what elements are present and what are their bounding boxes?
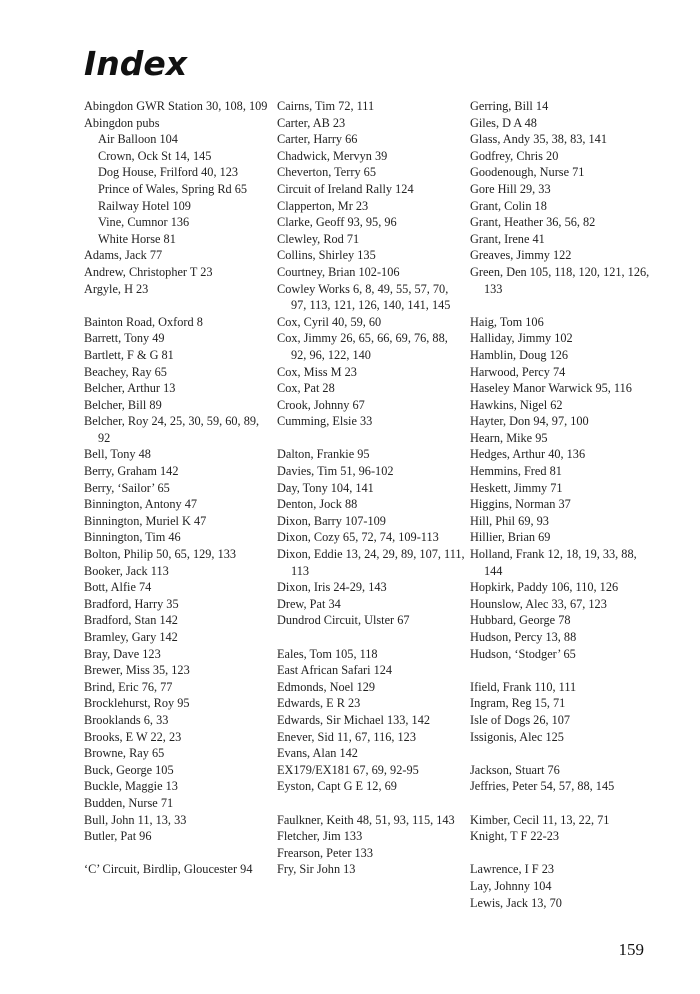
entry-gap xyxy=(84,845,272,862)
index-entry: Eales, Tom 105, 118 xyxy=(277,646,378,661)
index-entry: Edmonds, Noel 129 xyxy=(277,679,376,694)
entry-gap xyxy=(84,297,272,314)
index-entry: Higgins, Norman 37 xyxy=(470,497,571,512)
index-entry: Hudson, ‘Stodger’ 65 xyxy=(470,646,576,661)
index-entry: Buckle, Maggie 13 xyxy=(84,779,178,794)
index-entry: Dalton, Frankie 95 xyxy=(277,447,370,462)
index-entry: Ingram, Reg 15, 71 xyxy=(470,696,566,711)
index-entry: Kimber, Cecil 11, 13, 22, 71 xyxy=(470,812,610,827)
index-entry: Knight, T F 22-23 xyxy=(470,829,560,844)
entry-gap xyxy=(277,430,465,447)
index-entry: Harwood, Percy 74 xyxy=(470,364,566,379)
index-column-2 xyxy=(277,98,465,878)
entry-gap xyxy=(277,795,465,812)
index-entry: Faulkner, Keith 48, 51, 93, 115, 143 xyxy=(277,812,455,827)
index-entry: Cairns, Tim 72, 111 xyxy=(277,99,375,113)
index-entry: Cumming, Elsie 33 xyxy=(277,414,373,429)
index-entry: Cox, Cyril 40, 59, 60 xyxy=(277,314,382,329)
index-entry: Eyston, Capt G E 12, 69 xyxy=(277,779,397,794)
index-entry: Edwards, E R 23 xyxy=(277,696,361,711)
index-entry: Godfrey, Chris 20 xyxy=(470,148,559,163)
index-entry: Bell, Tony 48 xyxy=(84,447,151,462)
index-entry: East African Safari 124 xyxy=(277,663,393,678)
index-entry: Brind, Eric 76, 77 xyxy=(84,679,173,694)
index-entry: Binnington, Tim 46 xyxy=(84,530,181,545)
index-entry: Haig, Tom 106 xyxy=(470,314,544,329)
index-entry: Hemmins, Fred 81 xyxy=(470,464,562,479)
index-entry: Grant, Irene 41 xyxy=(470,231,545,246)
index-entry: Circuit of Ireland Rally 124 xyxy=(277,181,414,196)
index-entry: Isle of Dogs 26, 107 xyxy=(470,712,571,727)
index-entry: Brooklands 6, 33 xyxy=(84,712,169,727)
index-entry: Budden, Nurse 71 xyxy=(84,795,174,810)
index-entry: Binnington, Muriel K 47 xyxy=(84,513,207,528)
index-entry: Edwards, Sir Michael 133, 142 xyxy=(277,712,431,727)
index-entry: Cox, Miss M 23 xyxy=(277,364,357,379)
index-entry: Hawkins, Nigel 62 xyxy=(470,397,563,412)
index-entry: Brocklehurst, Roy 95 xyxy=(84,696,190,711)
index-entry: Heskett, Jimmy 71 xyxy=(470,480,563,495)
index-entry: Dixon, Eddie 13, 24, 29, 89, 107, 111, 113 xyxy=(277,547,465,578)
index-entry: Bradford, Stan 142 xyxy=(84,613,178,628)
index-entry: Gore Hill 29, 33 xyxy=(470,181,551,196)
index-entry: Hudson, Percy 13, 88 xyxy=(470,630,577,644)
index-entry: Dixon, Barry 107-109 xyxy=(277,513,386,528)
index-entry: Adams, Jack 77 xyxy=(84,248,163,263)
index-entry: Belcher, Roy 24, 25, 30, 59, 60, 89, 92 xyxy=(84,414,260,445)
index-subentry: Dog House, Frilford 40, 123 xyxy=(98,165,239,180)
index-subentry: Crown, Ock St 14, 145 xyxy=(98,148,212,163)
index-entry: Cowley Works 6, 8, 49, 55, 57, 70, 97, 113, 121, 126, 140, 141, 145 xyxy=(277,281,451,313)
index-column-3 xyxy=(470,98,658,911)
index-subentry: Railway Hotel 109 xyxy=(98,198,191,213)
index-entry: Bott, Alfie 74 xyxy=(84,580,152,595)
index-entry: Crook, Johnny 67 xyxy=(277,397,365,412)
index-entry: Bolton, Philip 50, 65, 129, 133 xyxy=(84,547,237,562)
index-entry: Courtney, Brian 102-106 xyxy=(277,264,400,279)
index-entry: Andrew, Christopher T 23 xyxy=(84,264,213,279)
index-entry: Halliday, Jimmy 102 xyxy=(470,331,573,346)
index-entry: Denton, Jock 88 xyxy=(277,497,358,512)
index-entry: Bramley, Gary 142 xyxy=(84,630,178,644)
index-entry: Enever, Sid 11, 67, 116, 123 xyxy=(277,729,416,744)
entry-gap xyxy=(470,845,658,862)
index-entry: Fletcher, Jim 133 xyxy=(277,829,363,844)
index-entry: Dundrod Circuit, Ulster 67 xyxy=(277,613,410,628)
index-entry: Belcher, Arthur 13 xyxy=(84,381,176,396)
index-entry: Fry, Sir John 13 xyxy=(277,862,356,877)
index-entry: Giles, D A 48 xyxy=(470,115,537,130)
index-entry: ‘C’ Circuit, Birdlip, Gloucester 94 xyxy=(84,862,253,877)
entry-gap xyxy=(470,795,658,812)
index-entry: Argyle, H 23 xyxy=(84,281,149,296)
index-entry: Clapperton, Mr 23 xyxy=(277,198,369,213)
index-entry: Bartlett, F & G 81 xyxy=(84,347,174,362)
index-entry: Jackson, Stuart 76 xyxy=(470,762,560,777)
index-entry: EX179/EX181 67, 69, 92-95 xyxy=(277,762,419,777)
index-entry: Belcher, Bill 89 xyxy=(84,397,162,412)
index-entry: Booker, Jack 113 xyxy=(84,563,169,578)
index-entry: Carter, Harry 66 xyxy=(277,132,358,147)
index-entry: Beachey, Ray 65 xyxy=(84,364,167,379)
index-entry: Glass, Andy 35, 38, 83, 141 xyxy=(470,132,607,147)
index-entry: Binnington, Antony 47 xyxy=(84,497,198,512)
index-entry: Berry, Graham 142 xyxy=(84,464,179,479)
index-entry: Bull, John 11, 13, 33 xyxy=(84,812,187,827)
entry-gap xyxy=(470,297,658,314)
index-entry: Holland, Frank 12, 18, 19, 33, 88, 144 xyxy=(470,547,637,578)
entry-gap xyxy=(470,745,658,762)
index-entry: Hearn, Mike 95 xyxy=(470,430,548,445)
index-entry: Green, Den 105, 118, 120, 121, 126, 133 xyxy=(470,264,650,296)
index-entry: Abingdon pubs xyxy=(84,115,160,130)
index-entry: Bray, Dave 123 xyxy=(84,646,161,661)
index-entry: Bainton Road, Oxford 8 xyxy=(84,314,203,329)
index-subentry: Air Balloon 104 xyxy=(98,132,178,147)
index-entry: Cheverton, Terry 65 xyxy=(277,165,376,180)
index-entry: Hopkirk, Paddy 106, 110, 126 xyxy=(470,580,619,595)
index-entry: Abingdon GWR Station 30, 108, 109 xyxy=(84,99,268,113)
index-entry: Greaves, Jimmy 122 xyxy=(470,248,572,263)
index-entry: Hamblin, Doug 126 xyxy=(470,347,569,362)
index-entry: Gerring, Bill 14 xyxy=(470,99,549,113)
index-entry: Chadwick, Mervyn 39 xyxy=(277,148,388,163)
index-entry: Clarke, Geoff 93, 95, 96 xyxy=(277,215,397,230)
index-entry: Goodenough, Nurse 71 xyxy=(470,165,585,180)
index-entry: Bradford, Harry 35 xyxy=(84,596,179,611)
index-entry: Ifield, Frank 110, 111 xyxy=(470,679,577,694)
index-entry: Day, Tony 104, 141 xyxy=(277,480,374,495)
page-title: Index xyxy=(84,44,188,83)
index-entry: Hayter, Don 94, 97, 100 xyxy=(470,414,589,429)
index-subentry: White Horse 81 xyxy=(98,231,176,246)
index-entry: Lay, Johnny 104 xyxy=(470,878,552,893)
index-subentry: Vine, Cumnor 136 xyxy=(98,215,190,230)
index-entry: Browne, Ray 65 xyxy=(84,746,165,761)
index-entry: Grant, Colin 18 xyxy=(470,198,547,213)
page-number: 159 xyxy=(618,940,644,959)
index-entry: Clewley, Rod 71 xyxy=(277,231,360,246)
index-entry: Hedges, Arthur 40, 136 xyxy=(470,447,586,462)
index-entry: Brooks, E W 22, 23 xyxy=(84,729,182,744)
index-entry: Hounslow, Alec 33, 67, 123 xyxy=(470,596,607,611)
index-entry: Hill, Phil 69, 93 xyxy=(470,513,549,528)
entry-gap xyxy=(470,662,658,679)
index-entry: Haseley Manor Warwick 95, 116 xyxy=(470,381,632,396)
index-entry: Issigonis, Alec 125 xyxy=(470,729,564,744)
index-entry: Carter, AB 23 xyxy=(277,115,346,130)
index-subentry: Prince of Wales, Spring Rd 65 xyxy=(98,181,248,196)
index-entry: Grant, Heather 36, 56, 82 xyxy=(470,215,596,230)
index-entry: Butler, Pat 96 xyxy=(84,829,152,844)
index-entry: Lewis, Jack 13, 70 xyxy=(470,895,562,910)
index-entry: Buck, George 105 xyxy=(84,762,174,777)
index-entry: Drew, Pat 34 xyxy=(277,596,341,611)
index-entry: Evans, Alan 142 xyxy=(277,746,358,761)
index-entry: Jeffries, Peter 54, 57, 88, 145 xyxy=(470,779,615,794)
index-entry: Davies, Tim 51, 96-102 xyxy=(277,464,394,479)
index-entry: Dixon, Cozy 65, 72, 74, 109-113 xyxy=(277,530,439,545)
index-column-1 xyxy=(84,98,272,878)
index-entry: Barrett, Tony 49 xyxy=(84,331,165,346)
index-entry: Lawrence, I F 23 xyxy=(470,862,554,877)
index-entry: Cox, Pat 28 xyxy=(277,381,335,396)
index-entry: Collins, Shirley 135 xyxy=(277,248,376,263)
index-entry: Hubbard, George 78 xyxy=(470,613,571,628)
index-entry: Hillier, Brian 69 xyxy=(470,530,551,545)
index-entry: Cox, Jimmy 26, 65, 66, 69, 76, 88, 92, 96, 122, 140 xyxy=(277,331,448,362)
index-entry: Brewer, Miss 35, 123 xyxy=(84,663,190,678)
index-entry: Berry, ‘Sailor’ 65 xyxy=(84,480,170,495)
index-entry: Dixon, Iris 24-29, 143 xyxy=(277,580,387,595)
entry-gap xyxy=(277,629,465,646)
index-entry: Frearson, Peter 133 xyxy=(277,845,373,860)
